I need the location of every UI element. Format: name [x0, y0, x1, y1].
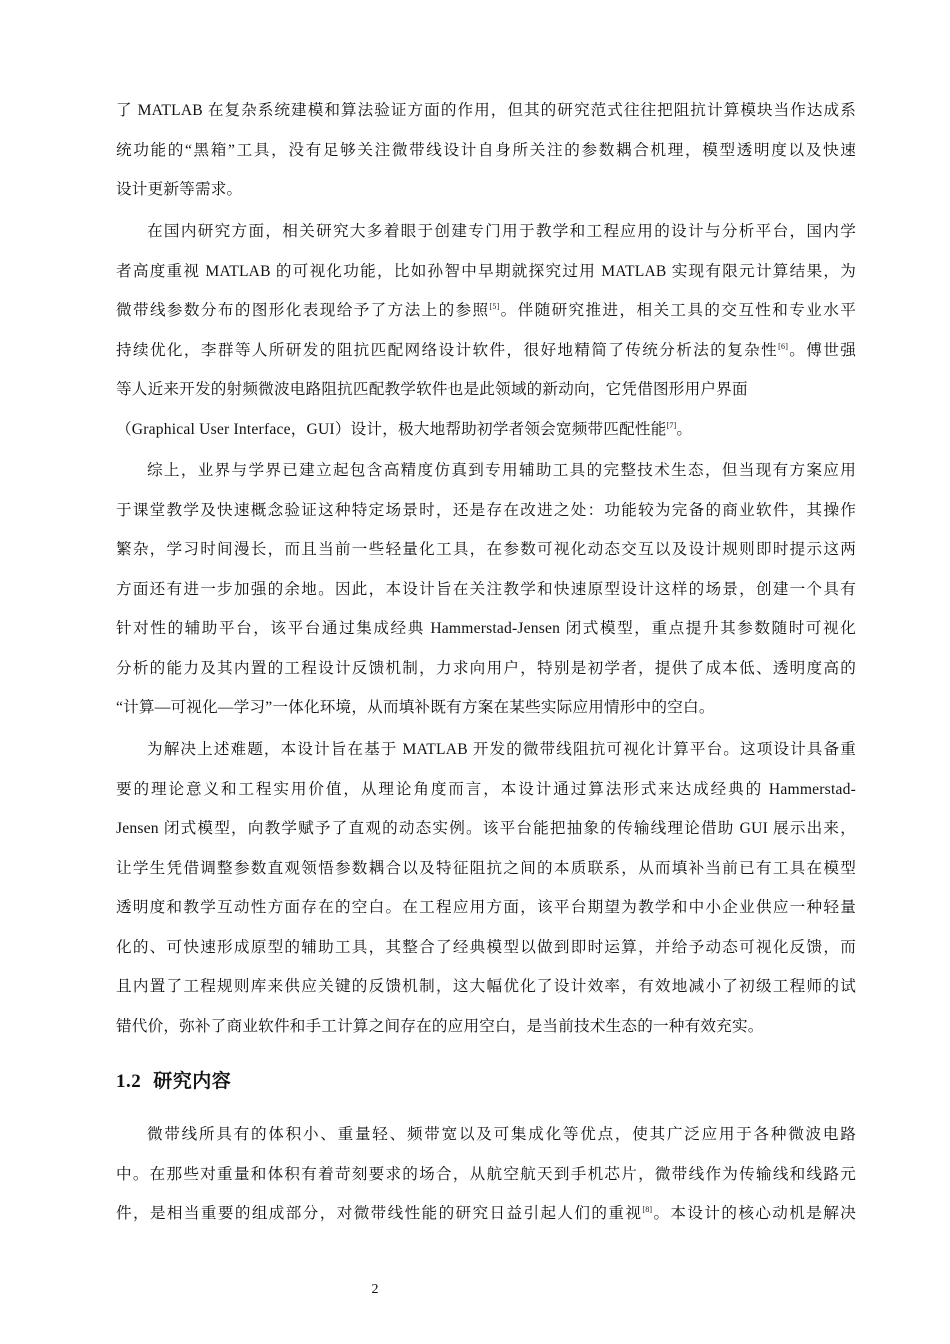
text-segment: 。伴随研究推进，相关工具的交互性和专业水平	[499, 302, 856, 319]
paragraph-3	[116, 451, 856, 728]
text-line: 在国内研究方面，相关研究大多着眼于创建专门用于教学和工程应用的设计与分析平台，国内学	[147, 223, 856, 240]
citation-8: [8]	[642, 1204, 653, 1214]
text-line: 错代价，弥补了商业软件和手工计算之间存在的应用空白，是当前技术生态的一种有效充实。	[116, 1017, 764, 1035]
text-line: 繁杂，学习时间漫长，而且当前一些轻量化工具，在参数可视化动态交互以及设计规则即时提示这两	[116, 541, 856, 558]
citation-5: [5]	[489, 301, 500, 311]
text-line: 要的理论意义和工程实用价值，从理论角度而言，本设计通过算法形式来达成经典的 Hammerstad-	[116, 780, 856, 798]
section-title: 研究内容	[153, 1071, 232, 1092]
text-segment: 件，是相当重要的组成部分，对微带线性能的研究日益引起人们的重视	[116, 1205, 643, 1222]
text-line: 等人近来开发的射频微波电路阻抗匹配教学软件也是此领域的新动向，它凭借图形用户界面	[116, 381, 748, 398]
paragraph-1	[116, 91, 856, 210]
text-line: 微带线所具有的体积小、重量轻、频带宽以及可集成化等优点，使其广泛应用于各种微波电路	[147, 1126, 856, 1143]
text-line: 化的、可快速形成原型的辅助工具，其整合了经典模型以做到即时运算，并给予动态可视化反馈，而	[116, 938, 856, 956]
text-line: 针对性的辅助平台，该平台通过集成经典 Hammerstad-Jensen 闭式模型，重点提升其参数随时可视化	[116, 620, 856, 637]
text-line: 于课堂教学及快速概念验证这种特定场景时，还是存在改进之处：功能较为完备的商业软件，其操作	[116, 501, 856, 519]
text-line: 且内置了工程规则库来供应关键的反馈机制，这大幅优化了设计效率，有效地减小了初级工程师的试	[116, 978, 856, 995]
text-segment: 。	[676, 420, 693, 438]
text-line: 为解决上述难题，本设计旨在基于 MATLAB 开发的微带线阻抗可视化计算平台。这项设计具备重	[147, 741, 856, 758]
citation-7: [7]	[666, 420, 677, 430]
text-line: 者高度重视 MATLAB 的可视化功能，比如孙智中早期就探究过用 MATLAB 实现有限元计算结果，为	[116, 262, 856, 280]
text-segment: 。本设计的核心动机是解决	[652, 1205, 857, 1222]
section-heading	[116, 1066, 231, 1093]
paragraph-2	[116, 212, 856, 449]
text-line	[116, 291, 856, 331]
text-line	[116, 331, 856, 371]
text-line: 分析的能力及其内置的工程设计反馈机制，力求向用户，特别是初学者，提供了成本低、透明度高的	[116, 659, 856, 677]
text-line	[116, 410, 856, 450]
text-line: 让学生凭借调整参数直观领悟参数耦合以及特征阻抗之间的本质联系，从而填补当前已有工具在模型	[116, 859, 856, 877]
text-line	[116, 1194, 856, 1234]
page-number: 2	[371, 1282, 379, 1297]
text-line: 方面还有进一步加强的余地。因此，本设计旨在关注教学和快速原型设计这样的场景，创建一个具有	[116, 580, 856, 598]
text-line: 统功能的“黑箱”工具，没有足够关注微带线设计自身所关注的参数耦合机理，模型透明度以及快速	[116, 141, 856, 159]
text-segment: 持续优化，李群等人所研发的阻抗匹配网络设计软件，很好地精简了传统分析法的复杂性	[116, 341, 779, 359]
text-line: 了 MATLAB 在复杂系统建模和算法验证方面的作用，但其的研究范式往往把阻抗计算模块当作达成系	[116, 102, 856, 119]
paragraph-5	[116, 1115, 856, 1234]
text-segment: 。傅世强	[788, 341, 856, 359]
text-segment: （Graphical User Interface，GUI）设计，极大地帮助初学者领会宽频带匹配性能	[116, 420, 667, 438]
paragraph-4	[116, 730, 856, 1046]
text-line: “计算—可视化—学习”一体化环境，从而填补既有方案在某些实际应用情形中的空白。	[116, 699, 715, 716]
text-segment: 微带线参数分布的图形化表现给予了方法上的参照	[116, 302, 490, 319]
text-line: 综上，业界与学界已建立起包含高精度仿真到专用辅助工具的完整技术生态，但当现有方案应用	[147, 462, 856, 479]
text-line: 设计更新等需求。	[116, 181, 243, 198]
citation-6: [6]	[778, 341, 789, 351]
text-line: 透明度和教学互动性方面存在的空白。在工程应用方面，该平台期望为教学和中小企业供应一种轻量	[116, 899, 856, 916]
text-line: 中。在那些对重量和体积有着苛刻要求的场合，从航空航天到手机芯片，微带线作为传输线和线路元	[116, 1165, 856, 1183]
text-line: Jensen 闭式模型，向教学赋予了直观的动态实例。该平台能把抽象的传输线理论借助 GUI 展示出来，	[116, 820, 856, 837]
section-number: 1.2	[116, 1071, 142, 1092]
